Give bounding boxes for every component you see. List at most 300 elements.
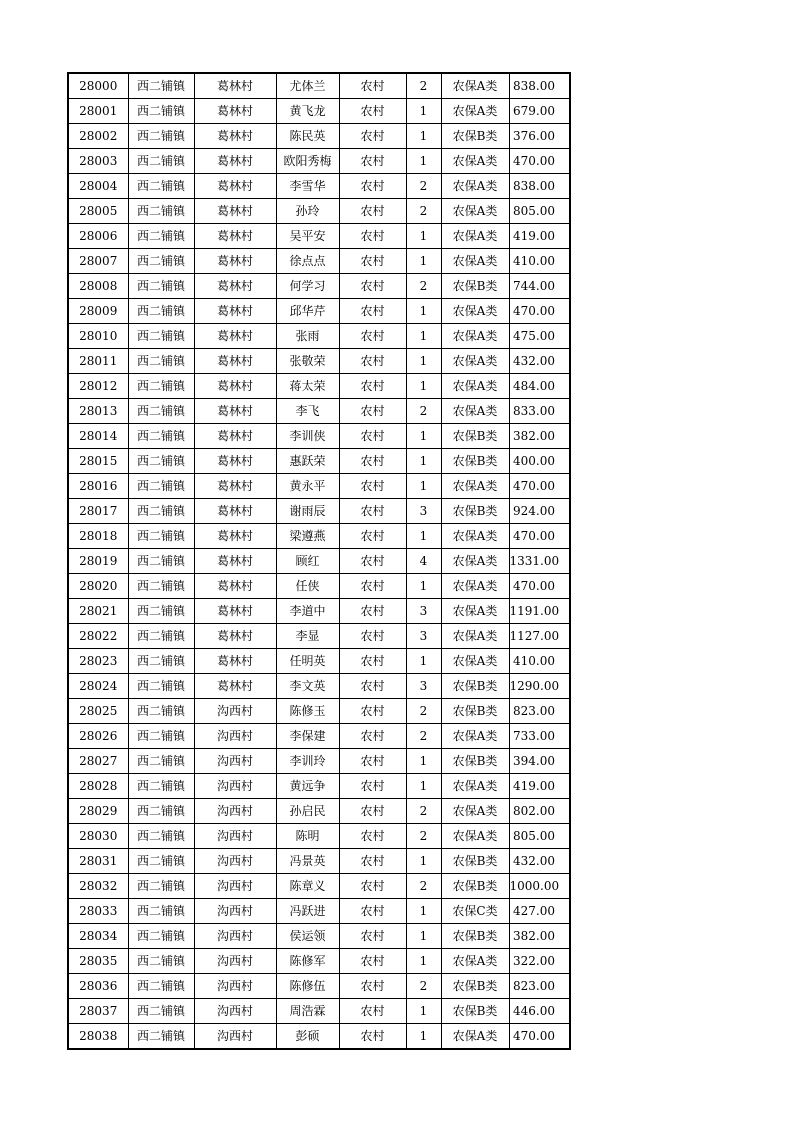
record-id-cell: 28008	[68, 274, 128, 299]
town-cell: 西二铺镇	[128, 824, 194, 849]
category-cell: 农保C类	[441, 899, 509, 924]
record-id-cell: 28024	[68, 674, 128, 699]
table-row	[68, 574, 570, 599]
member-count-cell: 1	[406, 749, 441, 774]
member-count-cell: 2	[406, 874, 441, 899]
household-type-cell: 农村	[339, 149, 406, 174]
village-cell: 葛林村	[194, 374, 276, 399]
town-cell: 西二铺镇	[128, 624, 194, 649]
town-cell: 西二铺镇	[128, 174, 194, 199]
town-cell: 西二铺镇	[128, 299, 194, 324]
town-cell: 西二铺镇	[128, 874, 194, 899]
village-cell: 葛林村	[194, 574, 276, 599]
town-cell: 西二铺镇	[128, 549, 194, 574]
household-type-cell: 农村	[339, 849, 406, 874]
record-id-cell: 28006	[68, 224, 128, 249]
record-id-cell: 28031	[68, 849, 128, 874]
town-cell: 西二铺镇	[128, 724, 194, 749]
table-row	[68, 999, 570, 1024]
name-cell: 蒋太荣	[276, 374, 339, 399]
household-type-cell: 农村	[339, 749, 406, 774]
amount-cell: 376.00	[509, 124, 570, 149]
record-id-cell: 28011	[68, 349, 128, 374]
amount-cell: 484.00	[509, 374, 570, 399]
table-row	[68, 624, 570, 649]
household-type-cell: 农村	[339, 73, 406, 99]
record-id-cell: 28022	[68, 624, 128, 649]
record-id-cell: 28034	[68, 924, 128, 949]
household-type-cell: 农村	[339, 924, 406, 949]
town-cell: 西二铺镇	[128, 599, 194, 624]
household-type-cell: 农村	[339, 799, 406, 824]
household-type-cell: 农村	[339, 574, 406, 599]
household-type-cell: 农村	[339, 599, 406, 624]
member-count-cell: 2	[406, 274, 441, 299]
amount-cell: 419.00	[509, 224, 570, 249]
member-count-cell: 1	[406, 324, 441, 349]
amount-cell: 924.00	[509, 499, 570, 524]
household-type-cell: 农村	[339, 1024, 406, 1050]
table-row	[68, 649, 570, 674]
village-cell: 葛林村	[194, 674, 276, 699]
town-cell: 西二铺镇	[128, 949, 194, 974]
category-cell: 农保A类	[441, 649, 509, 674]
member-count-cell: 1	[406, 1024, 441, 1050]
town-cell: 西二铺镇	[128, 99, 194, 124]
town-cell: 西二铺镇	[128, 524, 194, 549]
category-cell: 农保A类	[441, 224, 509, 249]
table-row	[68, 949, 570, 974]
table-row	[68, 699, 570, 724]
record-id-cell: 28004	[68, 174, 128, 199]
name-cell: 陈民英	[276, 124, 339, 149]
category-cell: 农保B类	[441, 874, 509, 899]
category-cell: 农保A类	[441, 574, 509, 599]
member-count-cell: 1	[406, 299, 441, 324]
town-cell: 西二铺镇	[128, 399, 194, 424]
member-count-cell: 1	[406, 849, 441, 874]
village-cell: 葛林村	[194, 549, 276, 574]
name-cell: 黄永平	[276, 474, 339, 499]
village-cell: 沟西村	[194, 774, 276, 799]
record-id-cell: 28025	[68, 699, 128, 724]
name-cell: 尤体兰	[276, 73, 339, 99]
town-cell: 西二铺镇	[128, 224, 194, 249]
record-id-cell: 28017	[68, 499, 128, 524]
name-cell: 陈明	[276, 824, 339, 849]
amount-cell: 1000.00	[509, 874, 570, 899]
village-cell: 葛林村	[194, 149, 276, 174]
name-cell: 李保建	[276, 724, 339, 749]
member-count-cell: 2	[406, 799, 441, 824]
record-id-cell: 28016	[68, 474, 128, 499]
record-id-cell: 28005	[68, 199, 128, 224]
household-type-cell: 农村	[339, 174, 406, 199]
table-row	[68, 399, 570, 424]
record-id-cell: 28026	[68, 724, 128, 749]
table-row	[68, 174, 570, 199]
table-row	[68, 524, 570, 549]
category-cell: 农保A类	[441, 599, 509, 624]
table-row	[68, 1024, 570, 1050]
record-id-cell: 28015	[68, 449, 128, 474]
name-cell: 何学习	[276, 274, 339, 299]
village-cell: 葛林村	[194, 649, 276, 674]
household-type-cell: 农村	[339, 649, 406, 674]
table-row	[68, 249, 570, 274]
town-cell: 西二铺镇	[128, 324, 194, 349]
record-id-cell: 28030	[68, 824, 128, 849]
amount-cell: 823.00	[509, 974, 570, 999]
category-cell: 农保B类	[441, 674, 509, 699]
category-cell: 农保A类	[441, 474, 509, 499]
town-cell: 西二铺镇	[128, 474, 194, 499]
village-cell: 葛林村	[194, 99, 276, 124]
table-row	[68, 274, 570, 299]
record-id-cell: 28001	[68, 99, 128, 124]
name-cell: 李训玲	[276, 749, 339, 774]
name-cell: 孙启民	[276, 799, 339, 824]
name-cell: 李显	[276, 624, 339, 649]
household-type-cell: 农村	[339, 974, 406, 999]
village-cell: 葛林村	[194, 424, 276, 449]
table-row	[68, 474, 570, 499]
household-type-cell: 农村	[339, 399, 406, 424]
amount-cell: 744.00	[509, 274, 570, 299]
member-count-cell: 1	[406, 899, 441, 924]
town-cell: 西二铺镇	[128, 799, 194, 824]
town-cell: 西二铺镇	[128, 349, 194, 374]
category-cell: 农保B类	[441, 274, 509, 299]
town-cell: 西二铺镇	[128, 924, 194, 949]
name-cell: 惠跃荣	[276, 449, 339, 474]
amount-cell: 1290.00	[509, 674, 570, 699]
record-id-cell: 28028	[68, 774, 128, 799]
record-id-cell: 28009	[68, 299, 128, 324]
town-cell: 西二铺镇	[128, 249, 194, 274]
table-row	[68, 899, 570, 924]
amount-cell: 470.00	[509, 474, 570, 499]
name-cell: 梁遵燕	[276, 524, 339, 549]
village-cell: 葛林村	[194, 599, 276, 624]
village-cell: 沟西村	[194, 1024, 276, 1050]
amount-cell: 679.00	[509, 99, 570, 124]
household-type-cell: 农村	[339, 824, 406, 849]
record-id-cell: 28038	[68, 1024, 128, 1050]
category-cell: 农保B类	[441, 999, 509, 1024]
record-id-cell: 28007	[68, 249, 128, 274]
table-row	[68, 124, 570, 149]
amount-cell: 410.00	[509, 249, 570, 274]
household-type-cell: 农村	[339, 349, 406, 374]
village-cell: 葛林村	[194, 449, 276, 474]
amount-cell: 802.00	[509, 799, 570, 824]
table-row	[68, 874, 570, 899]
record-id-cell: 28021	[68, 599, 128, 624]
member-count-cell: 1	[406, 149, 441, 174]
member-count-cell: 2	[406, 699, 441, 724]
amount-cell: 382.00	[509, 924, 570, 949]
town-cell: 西二铺镇	[128, 449, 194, 474]
category-cell: 农保A类	[441, 799, 509, 824]
village-cell: 葛林村	[194, 499, 276, 524]
name-cell: 陈修军	[276, 949, 339, 974]
amount-cell: 446.00	[509, 999, 570, 1024]
table-row	[68, 149, 570, 174]
amount-cell: 400.00	[509, 449, 570, 474]
amount-cell: 838.00	[509, 73, 570, 99]
amount-cell: 838.00	[509, 174, 570, 199]
table-row	[68, 449, 570, 474]
category-cell: 农保B类	[441, 924, 509, 949]
member-count-cell: 2	[406, 724, 441, 749]
town-cell: 西二铺镇	[128, 199, 194, 224]
member-count-cell: 1	[406, 124, 441, 149]
amount-cell: 432.00	[509, 849, 570, 874]
table-row	[68, 849, 570, 874]
name-cell: 徐点点	[276, 249, 339, 274]
member-count-cell: 3	[406, 499, 441, 524]
household-type-cell: 农村	[339, 374, 406, 399]
member-count-cell: 3	[406, 599, 441, 624]
village-cell: 葛林村	[194, 124, 276, 149]
name-cell: 顾红	[276, 549, 339, 574]
table-row	[68, 749, 570, 774]
village-cell: 沟西村	[194, 699, 276, 724]
household-type-cell: 农村	[339, 699, 406, 724]
name-cell: 黄远争	[276, 774, 339, 799]
member-count-cell: 1	[406, 949, 441, 974]
amount-cell: 427.00	[509, 899, 570, 924]
table-row	[68, 549, 570, 574]
table-row	[68, 424, 570, 449]
town-cell: 西二铺镇	[128, 73, 194, 99]
household-type-cell: 农村	[339, 674, 406, 699]
table-row	[68, 324, 570, 349]
record-id-cell: 28012	[68, 374, 128, 399]
record-id-cell: 28014	[68, 424, 128, 449]
amount-cell: 805.00	[509, 199, 570, 224]
village-cell: 葛林村	[194, 274, 276, 299]
amount-cell: 475.00	[509, 324, 570, 349]
name-cell: 邱华芹	[276, 299, 339, 324]
record-id-cell: 28003	[68, 149, 128, 174]
records-table-body	[68, 73, 570, 1049]
member-count-cell: 1	[406, 524, 441, 549]
household-type-cell: 农村	[339, 774, 406, 799]
record-id-cell: 28000	[68, 73, 128, 99]
amount-cell: 733.00	[509, 724, 570, 749]
amount-cell: 1191.00	[509, 599, 570, 624]
household-type-cell: 农村	[339, 449, 406, 474]
member-count-cell: 2	[406, 399, 441, 424]
name-cell: 冯跃进	[276, 899, 339, 924]
category-cell: 农保A类	[441, 99, 509, 124]
record-id-cell: 28029	[68, 799, 128, 824]
household-type-cell: 农村	[339, 299, 406, 324]
name-cell: 周浩霖	[276, 999, 339, 1024]
member-count-cell: 2	[406, 824, 441, 849]
village-cell: 葛林村	[194, 324, 276, 349]
category-cell: 农保A类	[441, 624, 509, 649]
record-id-cell: 28020	[68, 574, 128, 599]
village-cell: 葛林村	[194, 299, 276, 324]
household-type-cell: 农村	[339, 724, 406, 749]
category-cell: 农保B类	[441, 749, 509, 774]
town-cell: 西二铺镇	[128, 124, 194, 149]
amount-cell: 823.00	[509, 699, 570, 724]
village-cell: 沟西村	[194, 824, 276, 849]
table-row	[68, 349, 570, 374]
table-row	[68, 924, 570, 949]
village-cell: 沟西村	[194, 799, 276, 824]
village-cell: 沟西村	[194, 749, 276, 774]
category-cell: 农保B类	[441, 849, 509, 874]
name-cell: 李雪华	[276, 174, 339, 199]
name-cell: 欧阳秀梅	[276, 149, 339, 174]
member-count-cell: 1	[406, 424, 441, 449]
town-cell: 西二铺镇	[128, 424, 194, 449]
name-cell: 任侠	[276, 574, 339, 599]
amount-cell: 1127.00	[509, 624, 570, 649]
town-cell: 西二铺镇	[128, 974, 194, 999]
town-cell: 西二铺镇	[128, 774, 194, 799]
table-row	[68, 599, 570, 624]
village-cell: 沟西村	[194, 724, 276, 749]
member-count-cell: 1	[406, 774, 441, 799]
name-cell: 李训侠	[276, 424, 339, 449]
category-cell: 农保B类	[441, 974, 509, 999]
category-cell: 农保A类	[441, 824, 509, 849]
household-type-cell: 农村	[339, 99, 406, 124]
village-cell: 沟西村	[194, 924, 276, 949]
town-cell: 西二铺镇	[128, 374, 194, 399]
table-row	[68, 99, 570, 124]
name-cell: 李文英	[276, 674, 339, 699]
name-cell: 张雨	[276, 324, 339, 349]
category-cell: 农保A类	[441, 199, 509, 224]
category-cell: 农保A类	[441, 949, 509, 974]
member-count-cell: 1	[406, 924, 441, 949]
table-row	[68, 224, 570, 249]
table-row	[68, 674, 570, 699]
amount-cell: 470.00	[509, 574, 570, 599]
category-cell: 农保B类	[441, 424, 509, 449]
town-cell: 西二铺镇	[128, 899, 194, 924]
name-cell: 孙玲	[276, 199, 339, 224]
member-count-cell: 1	[406, 574, 441, 599]
village-cell: 葛林村	[194, 624, 276, 649]
village-cell: 沟西村	[194, 899, 276, 924]
name-cell: 侯运领	[276, 924, 339, 949]
town-cell: 西二铺镇	[128, 849, 194, 874]
record-id-cell: 28032	[68, 874, 128, 899]
household-type-cell: 农村	[339, 524, 406, 549]
record-id-cell: 28033	[68, 899, 128, 924]
table-row	[68, 299, 570, 324]
table-row	[68, 974, 570, 999]
town-cell: 西二铺镇	[128, 574, 194, 599]
village-cell: 葛林村	[194, 224, 276, 249]
town-cell: 西二铺镇	[128, 674, 194, 699]
amount-cell: 394.00	[509, 749, 570, 774]
town-cell: 西二铺镇	[128, 149, 194, 174]
amount-cell: 470.00	[509, 299, 570, 324]
member-count-cell: 1	[406, 99, 441, 124]
member-count-cell: 2	[406, 73, 441, 99]
household-type-cell: 农村	[339, 949, 406, 974]
amount-cell: 1331.00	[509, 549, 570, 574]
member-count-cell: 2	[406, 174, 441, 199]
table-row	[68, 499, 570, 524]
table-row	[68, 73, 570, 99]
member-count-cell: 2	[406, 974, 441, 999]
table-row	[68, 774, 570, 799]
name-cell: 任明英	[276, 649, 339, 674]
category-cell: 农保A类	[441, 299, 509, 324]
village-cell: 葛林村	[194, 524, 276, 549]
household-type-cell: 农村	[339, 499, 406, 524]
table-row	[68, 799, 570, 824]
member-count-cell: 1	[406, 349, 441, 374]
member-count-cell: 3	[406, 624, 441, 649]
category-cell: 农保A类	[441, 73, 509, 99]
name-cell: 陈章义	[276, 874, 339, 899]
category-cell: 农保A类	[441, 374, 509, 399]
village-cell: 葛林村	[194, 474, 276, 499]
amount-cell: 805.00	[509, 824, 570, 849]
record-id-cell: 28027	[68, 749, 128, 774]
member-count-cell: 4	[406, 549, 441, 574]
amount-cell: 470.00	[509, 149, 570, 174]
member-count-cell: 3	[406, 674, 441, 699]
town-cell: 西二铺镇	[128, 999, 194, 1024]
household-type-cell: 农村	[339, 324, 406, 349]
household-type-cell: 农村	[339, 124, 406, 149]
village-cell: 葛林村	[194, 349, 276, 374]
amount-cell: 432.00	[509, 349, 570, 374]
name-cell: 李飞	[276, 399, 339, 424]
village-cell: 葛林村	[194, 174, 276, 199]
category-cell: 农保A类	[441, 249, 509, 274]
town-cell: 西二铺镇	[128, 1024, 194, 1050]
category-cell: 农保A类	[441, 1024, 509, 1050]
name-cell: 冯景英	[276, 849, 339, 874]
household-type-cell: 农村	[339, 199, 406, 224]
village-cell: 葛林村	[194, 249, 276, 274]
name-cell: 吴平安	[276, 224, 339, 249]
village-cell: 沟西村	[194, 999, 276, 1024]
amount-cell: 419.00	[509, 774, 570, 799]
record-id-cell: 28037	[68, 999, 128, 1024]
record-id-cell: 28019	[68, 549, 128, 574]
village-cell: 沟西村	[194, 974, 276, 999]
table-row	[68, 199, 570, 224]
household-type-cell: 农村	[339, 224, 406, 249]
name-cell: 陈修玉	[276, 699, 339, 724]
record-id-cell: 28023	[68, 649, 128, 674]
member-count-cell: 1	[406, 224, 441, 249]
record-id-cell: 28036	[68, 974, 128, 999]
household-type-cell: 农村	[339, 249, 406, 274]
village-cell: 葛林村	[194, 199, 276, 224]
category-cell: 农保A类	[441, 324, 509, 349]
category-cell: 农保A类	[441, 174, 509, 199]
record-id-cell: 28018	[68, 524, 128, 549]
name-cell: 彭硕	[276, 1024, 339, 1050]
town-cell: 西二铺镇	[128, 699, 194, 724]
household-type-cell: 农村	[339, 874, 406, 899]
